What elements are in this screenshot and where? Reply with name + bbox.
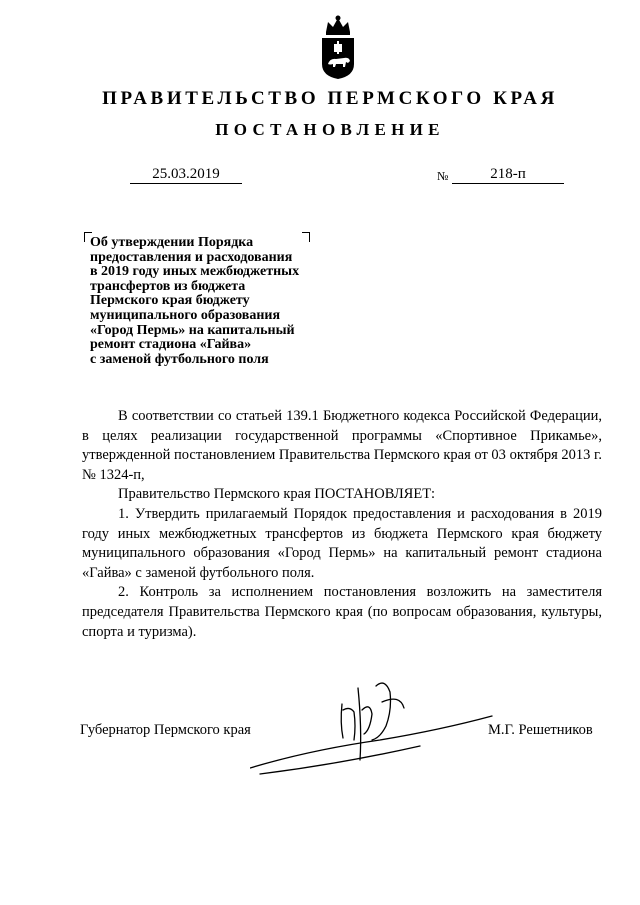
document-body bbox=[82, 407, 602, 642]
paragraph-item-1: 1. Утвердить прилагаемый Порядок предоставления и расходования в 2019 году иных межбюджетных трансфертов из бюджета Пермского края бюджету муниципального образования «Город Пермь» на капитальный ремонт стадиона «Гайва» с заменой футбольного поля. bbox=[82, 505, 602, 581]
subject-line: Об утверждении Порядка bbox=[90, 235, 254, 250]
document-number: 218-п bbox=[452, 166, 564, 184]
subject-line: трансфертов из бюджета bbox=[90, 278, 246, 294]
coat-of-arms-icon bbox=[318, 14, 358, 80]
government-title: ПРАВИТЕЛЬСТВО ПЕРМСКОГО КРАЯ bbox=[102, 88, 558, 109]
signatory-name: М.Г. Решетников bbox=[488, 722, 593, 738]
subject-line: ремонт стадиона «Гайва» bbox=[90, 337, 252, 353]
subject-line: в 2019 году иных межбюджетных bbox=[90, 264, 300, 280]
paragraph-resolves: Правительство Пермского края ПОСТАНОВЛЯЕТ: bbox=[118, 486, 436, 503]
subject-line: предоставления и расходования bbox=[90, 249, 293, 265]
subject-line: с заменой футбольного поля bbox=[90, 351, 269, 367]
document-subject bbox=[90, 236, 340, 367]
handwritten-signature bbox=[250, 668, 495, 778]
subject-line: «Город Пермь» на капитальный bbox=[90, 322, 295, 338]
subject-line: муниципального образования bbox=[90, 307, 281, 323]
document-date: 25.03.2019 bbox=[130, 166, 242, 184]
subject-line: Пермского края бюджету bbox=[90, 293, 250, 309]
document-type-title: ПОСТАНОВЛЕНИЕ bbox=[215, 120, 445, 139]
number-sign: № bbox=[437, 169, 449, 183]
paragraph-preamble: В соответствии со статьей 139.1 Бюджетного кодекса Российской Федерации, в целях реализации государственной программы «Спортивное Прикамье», утвержденной постановлением Правительства Пермского края от 03 октября 2013 г. № 1324-п, bbox=[82, 408, 602, 483]
signatory-position: Губернатор Пермского края bbox=[80, 722, 251, 738]
paragraph-item-2: 2. Контроль за исполнением постановления возложить на заместителя председателя Правительства Пермского края (по вопросам образования, культуры, спорта и туризма). bbox=[82, 584, 602, 640]
